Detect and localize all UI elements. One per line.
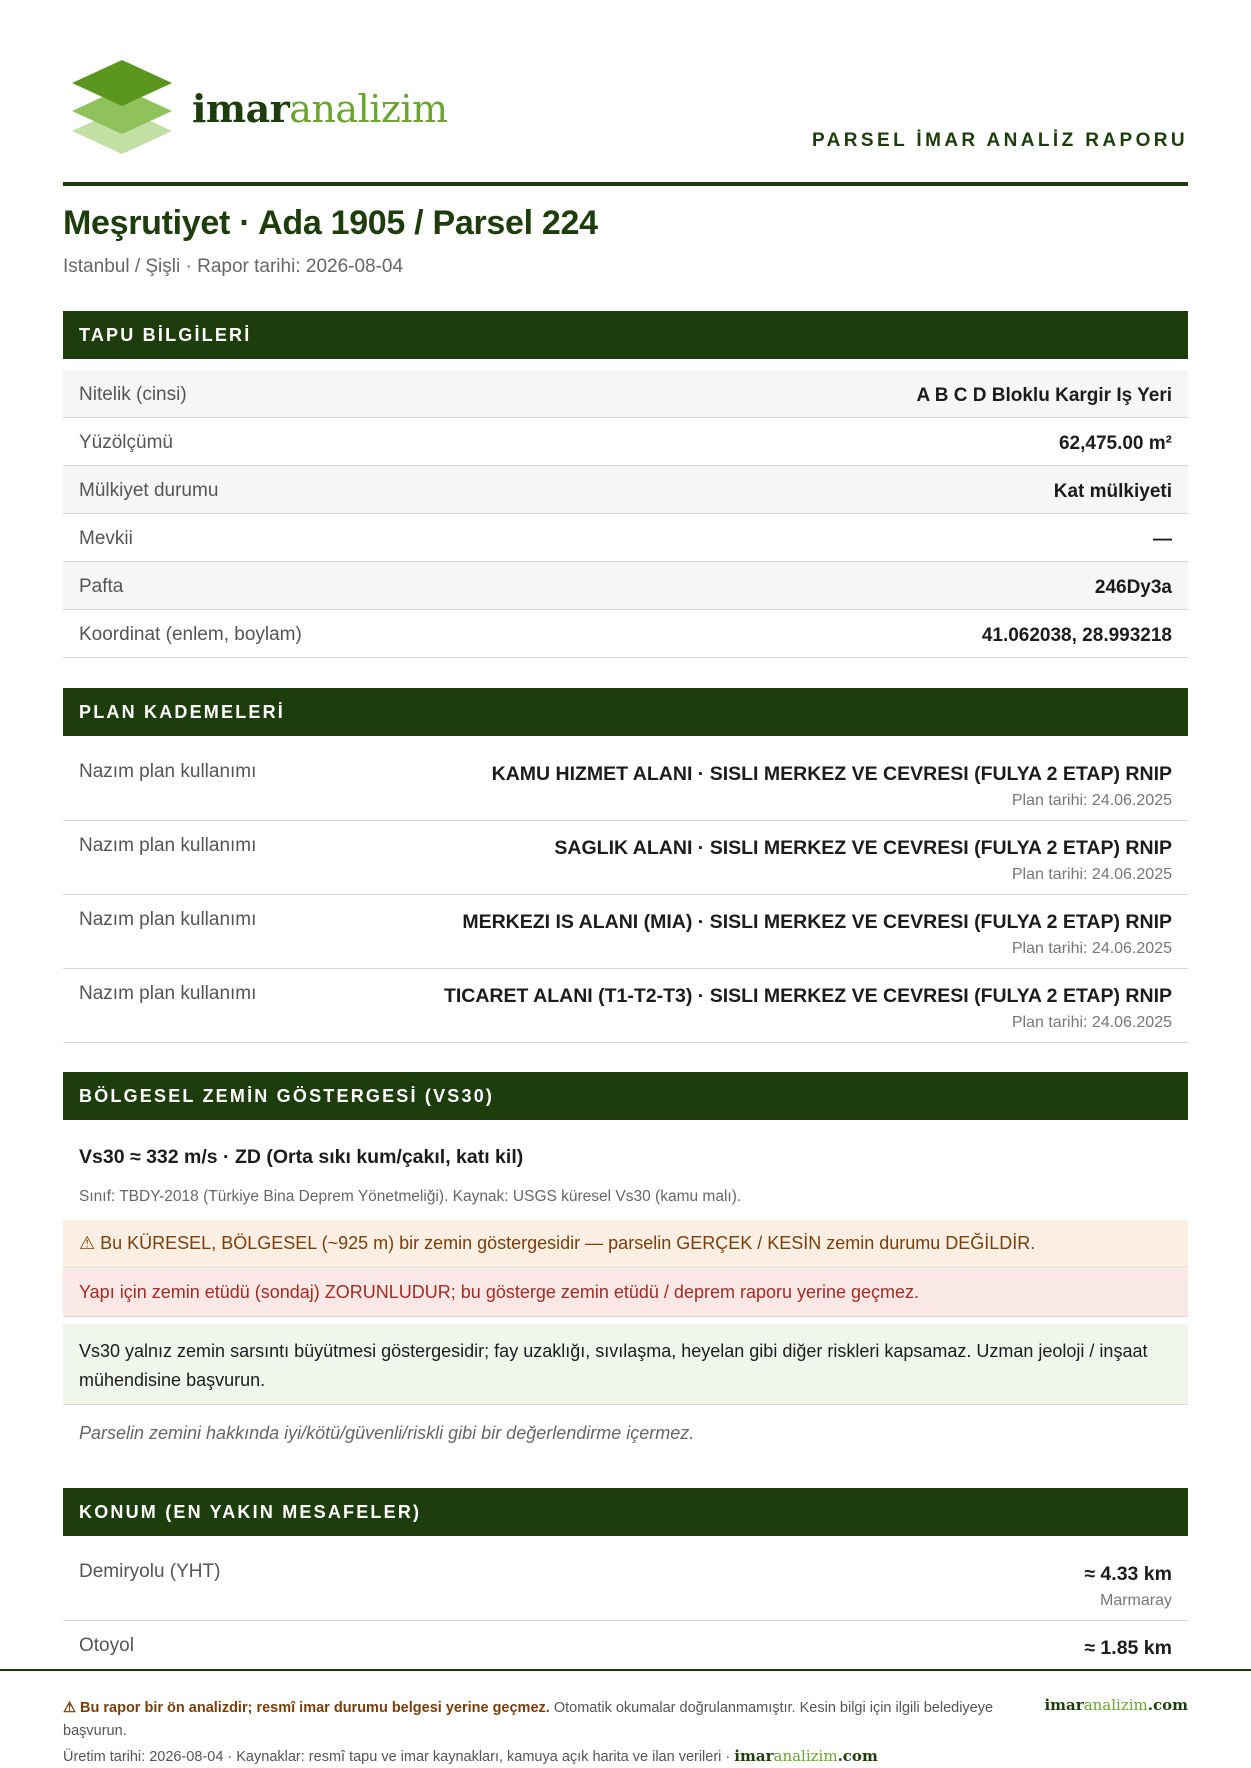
brand-logo[interactable] [192,86,448,131]
footer-disclaimer [63,1697,1003,1743]
row-value: A B C D Bloklu Kargir Iş Yeri [916,385,1172,406]
footer-meta-text: Üretim tarihi: 2026-08-04 · Kaynaklar: resmî tapu ve imar kaynakları, kamuya açık harita ve ilan verileri · [63,1749,735,1765]
row-label: Mülkiyet durumu [79,480,219,501]
row-value: KAMU HIZMET ALANI · SISLI MERKEZ VE CEVRESI (FULYA 2 ETAP) RNIP [491,763,1172,785]
vs30-note-box: Vs30 yalnız zemin sarsıntı büyütmesi göstergesidir; fay uzaklığı, sıvılaşma, heyelan gibi diğer riskleri kapsamaz. Uzman jeoloji / inşaat mühendisine başvurun. [63,1324,1188,1405]
row-label: Koordinat (enlem, boylam) [79,624,302,645]
brand-part-2: analizim [289,87,448,131]
row-value: — [1153,529,1172,550]
brand-part-2: analizim [1083,1696,1148,1714]
table-row [63,466,1188,514]
row-value: Kat mülkiyeti [1053,481,1172,502]
page-subtitle: Istanbul / Şişli · Rapor tarihi: 2026-08-04 [63,256,404,277]
section-heading-tapu: TAPU BİLGİLERİ [63,311,1188,359]
footer-warning-text: Otomatik okumalar doğrulanmamıştır. Kesin bilgi için ilgili belediyeye başvurun. [63,1700,994,1739]
vs30-warning-box: ⚠ Bu KÜRESEL, BÖLGESEL (~925 m) bir zemin göstergesidir — parselin GERÇEK / KESİN zemin durumu DEĞİLDİR. [63,1220,1188,1268]
plan-table [63,747,1188,1043]
vs30-disclaimer: Parselin zemini hakkında iyi/kötü/güvenli/riskli gibi bir değerlendirme içermez. [79,1423,695,1443]
tapu-table [63,370,1188,658]
table-row [63,514,1188,562]
brand-part-1: imar [1044,1696,1084,1714]
row-label: Nitelik (cinsi) [79,384,187,405]
footer-warning-bold: ⚠ Bu rapor bir ön analizdir; resmî imar durumu belgesi yerine geçmez. [63,1700,550,1716]
row-label: Nazım plan kullanımı [79,983,257,1004]
section-heading-plan: PLAN KADEMELERİ [63,688,1188,736]
plan-date: Plan tarihi: 24.06.2025 [1011,792,1172,809]
row-label: Yüzölçümü [79,432,173,453]
table-row [63,418,1188,466]
section-heading-vs30: BÖLGESEL ZEMİN GÖSTERGESİ (VS30) [63,1072,1188,1120]
table-row [63,969,1188,1043]
row-label: Otoyol [79,1635,134,1656]
vs30-source: Sınıf: TBDY-2018 (Türkiye Bina Deprem Yönetmeliği). Kaynak: USGS küresel Vs30 (kamu malı). [79,1188,742,1205]
footer-brand[interactable] [1044,1696,1188,1714]
report-page [63,0,1188,1659]
report-kind-label: PARSEL İMAR ANALİZ RAPORU [812,130,1188,151]
row-label: Pafta [79,576,124,597]
brand-domain: .com [1147,1696,1188,1714]
footer-brand-link[interactable] [734,1747,878,1765]
row-value: TICARET ALANI (T1-T2-T3) · SISLI MERKEZ VE CEVRESI (FULYA 2 ETAP) RNIP [443,985,1172,1007]
row-subvalue: Marmaray [1099,1592,1172,1609]
plan-date: Plan tarihi: 24.06.2025 [1011,940,1172,957]
row-value: ≈ 4.33 km [1084,1563,1172,1585]
row-label: Mevkii [79,528,133,549]
row-label: Nazım plan kullanımı [79,909,257,930]
row-value: 246Dy3a [1094,577,1172,598]
row-value: 62,475.00 m² [1058,433,1172,454]
report-header [63,0,1188,186]
brand-part-1: imar [734,1747,774,1765]
table-row [63,821,1188,895]
plan-date: Plan tarihi: 24.06.2025 [1011,866,1172,883]
brand-part-1: imar [192,86,290,131]
row-label: Nazım plan kullanımı [79,761,257,782]
page-title: Meşrutiyet · Ada 1905 / Parsel 224 [63,204,598,242]
vs30-value: Vs30 ≈ 332 m/s · ZD (Orta sıkı kum/çakıl, katı kil) [79,1146,524,1168]
row-label: Nazım plan kullanımı [79,835,257,856]
layers-icon [71,58,173,156]
row-value: 41.062038, 28.993218 [981,625,1172,646]
report-footer [0,1669,1251,1768]
row-value: ≈ 1.85 km [1084,1637,1172,1659]
table-row [63,562,1188,610]
brand-domain: .com [837,1747,878,1765]
table-row [63,610,1188,658]
plan-date: Plan tarihi: 24.06.2025 [1011,1014,1172,1031]
row-label: Demiryolu (YHT) [79,1561,221,1582]
table-row [63,895,1188,969]
brand-part-2: analizim [773,1747,838,1765]
table-row [63,1547,1188,1621]
row-value: SAGLIK ALANI · SISLI MERKEZ VE CEVRESI (FULYA 2 ETAP) RNIP [554,837,1172,859]
vs30-danger-box: Yapı için zemin etüdü (sondaj) ZORUNLUDUR; bu gösterge zemin etüdü / deprem raporu yerine geçmez. [63,1269,1188,1317]
section-heading-konum: KONUM (EN YAKIN MESAFELER) [63,1488,1188,1536]
footer-meta [63,1747,878,1765]
table-row [63,370,1188,418]
row-value: MERKEZI IS ALANI (MIA) · SISLI MERKEZ VE CEVRESI (FULYA 2 ETAP) RNIP [462,911,1172,933]
table-row [63,747,1188,821]
